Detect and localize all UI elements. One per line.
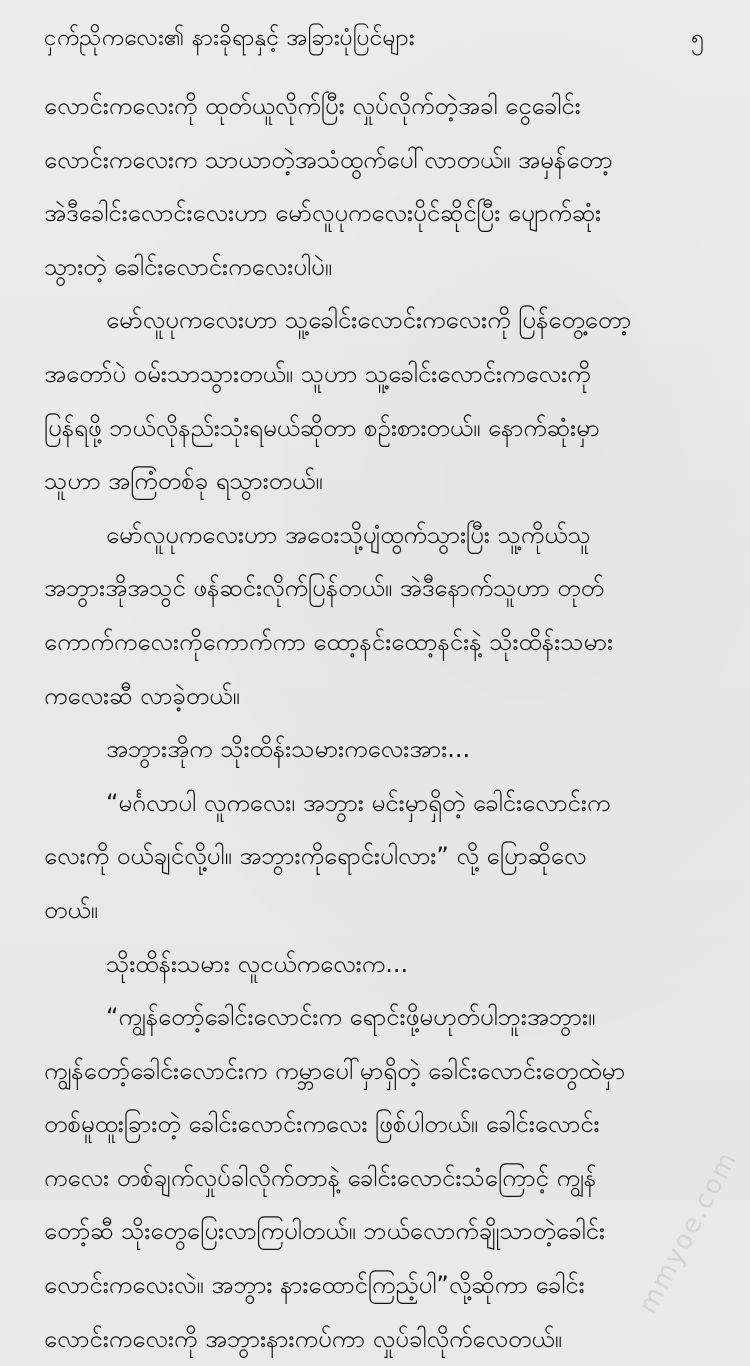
text-line: လောင်းကလေးကို အဘွားနားကပ်ကာ လှုပ်ခါလိုက်လေတယ်။ — [44, 1324, 562, 1353]
text-line: “မင်္ဂလာပါ လူကလေး၊ အဘွား မင်းမှာရှိတဲ့ ခေါင်းလောင်းက — [106, 788, 611, 817]
watermark: mmyoe.com — [633, 1145, 744, 1319]
body-text — [44, 80, 710, 1366]
text-line: တယ်။ — [44, 895, 98, 924]
text-line: လေးကို ဝယ်ချင်လို့ပါ။ အဘွားကိုရောင်းပါလား” လို့ ပြောဆိုလေ — [44, 842, 587, 871]
text-line: “ကျွန်တော့်ခေါင်းလောင်းက ရောင်းဖို့မဟုတ်ပါဘူးအဘွား။ — [106, 1003, 596, 1032]
text-line: လောင်းကလေးကို ထုတ်ယူလိုက်ပြီး လှုပ်လိုက်တဲ့အခါ ငွေခေါင်း — [44, 92, 581, 120]
text-line: တော့်ဆီ သိုးတွေပြေးလာကြပါတယ်။ ဘယ်လောက်ချိုသာတဲ့ခေါင်း — [44, 1217, 605, 1246]
text-line: သူဟာ အကြံတစ်ခု ရသွားတယ်။ — [44, 467, 323, 496]
text-line: ကလေး တစ်ချက်လှုပ်ခါလိုက်တာနဲ့ ခေါင်းလောင်းသံကြောင့် ကျွန် — [44, 1163, 597, 1192]
text-line: ကျွန်တော့်ခေါင်းလောင်းက ကမ္ဘာပေါ်မှာရှိတဲ့ ခေါင်းလောင်းတွေထဲမှာ — [44, 1056, 626, 1085]
running-title: ငှက်ညိုကလေး၏ နားခိုရာနှင့် အခြားပုံပြင်များ — [44, 25, 415, 51]
page-number: ၅ — [691, 25, 704, 51]
text-line: လောင်းကလေးလဲ။ အဘွား နားထောင်ကြည့်ပါ”လို့ဆိုကာ ခေါင်း — [44, 1271, 585, 1300]
text-line: တစ်မူထူးခြားတဲ့ ခေါင်းလောင်းကလေး ဖြစ်ပါတယ်။ ခေါင်းလောင်း — [44, 1110, 600, 1139]
text-line: အတော်ပဲ ဝမ်းသာသွားတယ်။ သူဟာ သူ့ခေါင်းလောင်းကလေးကို — [44, 359, 591, 388]
text-line: လောင်းကလေးက သာယာတဲ့အသံထွက်ပေါ်လာတယ်။ အမှန်တော့ — [44, 145, 613, 174]
running-head — [44, 14, 710, 62]
text-line: ပြန်ရဖို့ ဘယ်လိုနည်းသုံးရမယ်ဆိုတာ စဉ်းစားတယ်။ နောက်ဆုံးမှာ — [44, 413, 600, 442]
text-line: ကလေးဆီ လာခဲ့တယ်။ — [44, 681, 240, 710]
text-line: အဲဒီခေါင်းလောင်းလေးဟာ မော်လူပုကလေးပိုင်ဆိုင်ပြီး ပျောက်ဆုံး — [44, 199, 602, 228]
text-line: မော်လူပုကလေးဟာ အဝေးသို့ပျံထွက်သွားပြီး သူ့ကိုယ်သူ — [106, 520, 591, 549]
text-line: အဘွားအိုအသွင် ဖန်ဆင်းလိုက်ပြန်တယ်။ အဲဒီနောက်သူဟာ တုတ် — [44, 574, 605, 603]
text-line: အဘွားအိုက သိုးထိန်းသမားကလေးအား... — [106, 735, 471, 764]
text-line: မော်လူပုကလေးဟာ သူ့ခေါင်းလောင်းကလေးကို ပြန်တွေ့တော့ — [106, 306, 632, 335]
text-line: သွားတဲ့ ခေါင်းလောင်းကလေးပါပဲ။ — [44, 252, 333, 281]
text-line: ကောက်ကလေးကိုကောက်ကာ ထော့နင်းထော့နင်းနဲ့ သိုးထိန်းသမား — [44, 627, 614, 656]
text-line: သိုးထိန်းသမား လူငယ်ကလေးက... — [106, 949, 409, 978]
